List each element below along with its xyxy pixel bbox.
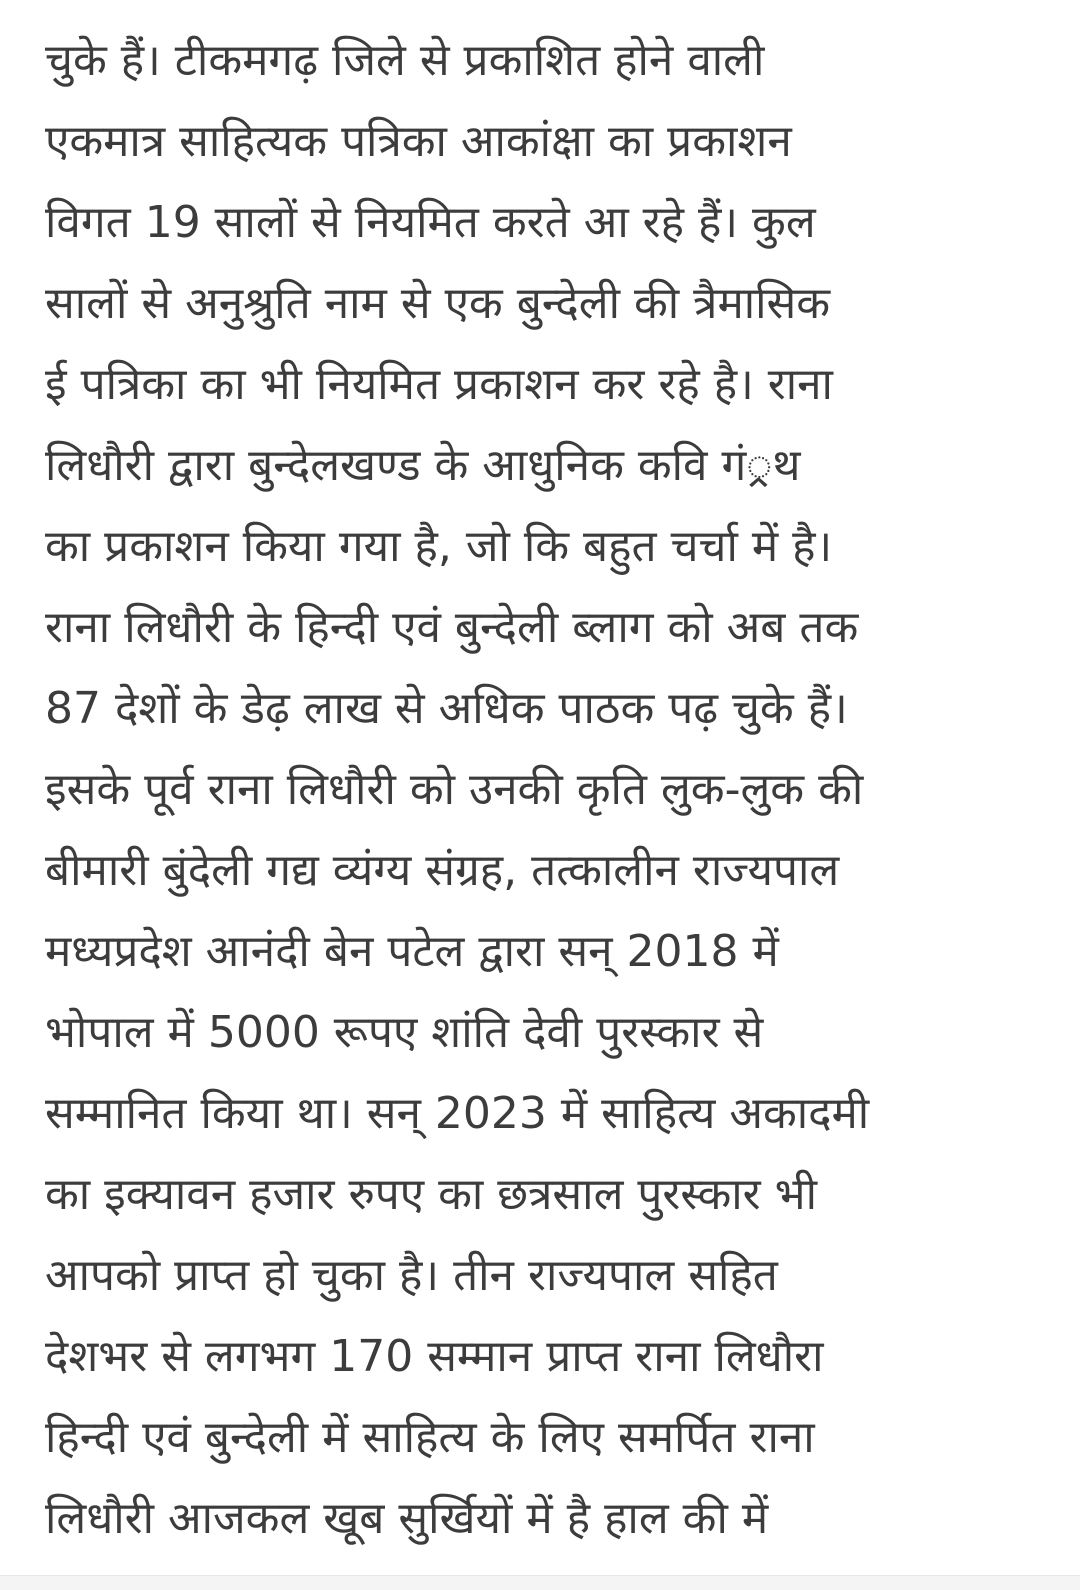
- text-line-13: भोपाल में 5000 रूपए शांति देवी पुरस्कार से: [45, 1007, 764, 1058]
- bottom-edge: [0, 1575, 1080, 1590]
- text-line-1: चुके हैं। टीकमगढ़ जिले से प्रकाशित होने वाली: [45, 35, 765, 86]
- text-line-8: राना लिधौरी के हिन्दी एवं बुन्देली ब्लाग को अब तक: [45, 602, 859, 653]
- text-line-7: का प्रकाशन किया गया है, जो कि बहुत चर्चा में है।: [45, 521, 833, 572]
- text-line-5: ई पत्रिका का भी नियमित प्रकाशन कर रहे है। राना: [45, 359, 833, 410]
- text-line-14: सम्मानित किया था। सन् 2023 में साहित्य अकादमी: [45, 1088, 870, 1139]
- text-line-9: 87 देशों के डेढ़ लाख से अधिक पाठक पढ़ चुके हैं।: [45, 683, 848, 734]
- text-line-19: लिधौरी आजकल खूब सुर्खियों में है हाल की में: [45, 1493, 769, 1544]
- text-line-6: लिधौरी द्वारा बुन्देलखण्ड के आधुनिक कवि गं्रथ: [45, 440, 801, 491]
- text-line-12: मध्यप्रदेश आनंदी बेन पटेल द्वारा सन् 2018 में: [45, 926, 779, 977]
- text-line-3: विगत 19 सालों से नियमित करते आ रहे हैं। कुल: [45, 197, 816, 248]
- text-line-4: सालों से अनुश्रुति नाम से एक बुन्देली की त्रैमासिक: [45, 278, 831, 329]
- text-line-18: हिन्दी एवं बुन्देली में साहित्य के लिए समर्पित राना: [45, 1412, 815, 1463]
- text-line-17: देशभर से लगभग 170 सम्मान प्राप्त राना लिधौरा: [45, 1331, 824, 1382]
- text-line-16: आपको प्राप्त हो चुका है। तीन राज्यपाल सहित: [45, 1250, 778, 1301]
- text-line-2: एकमात्र साहित्यक पत्रिका आकांक्षा का प्रकाशन: [45, 116, 792, 167]
- text-line-11: बीमारी बुंदेली गद्य व्यंग्य संग्रह, तत्कालीन राज्यपाल: [45, 845, 840, 896]
- text-line-15: का इक्यावन हजार रुपए का छत्रसाल पुरस्कार भी: [45, 1169, 817, 1220]
- text-line-10: इसके पूर्व राना लिधौरी को उनकी कृति लुक-लुक की: [45, 764, 864, 815]
